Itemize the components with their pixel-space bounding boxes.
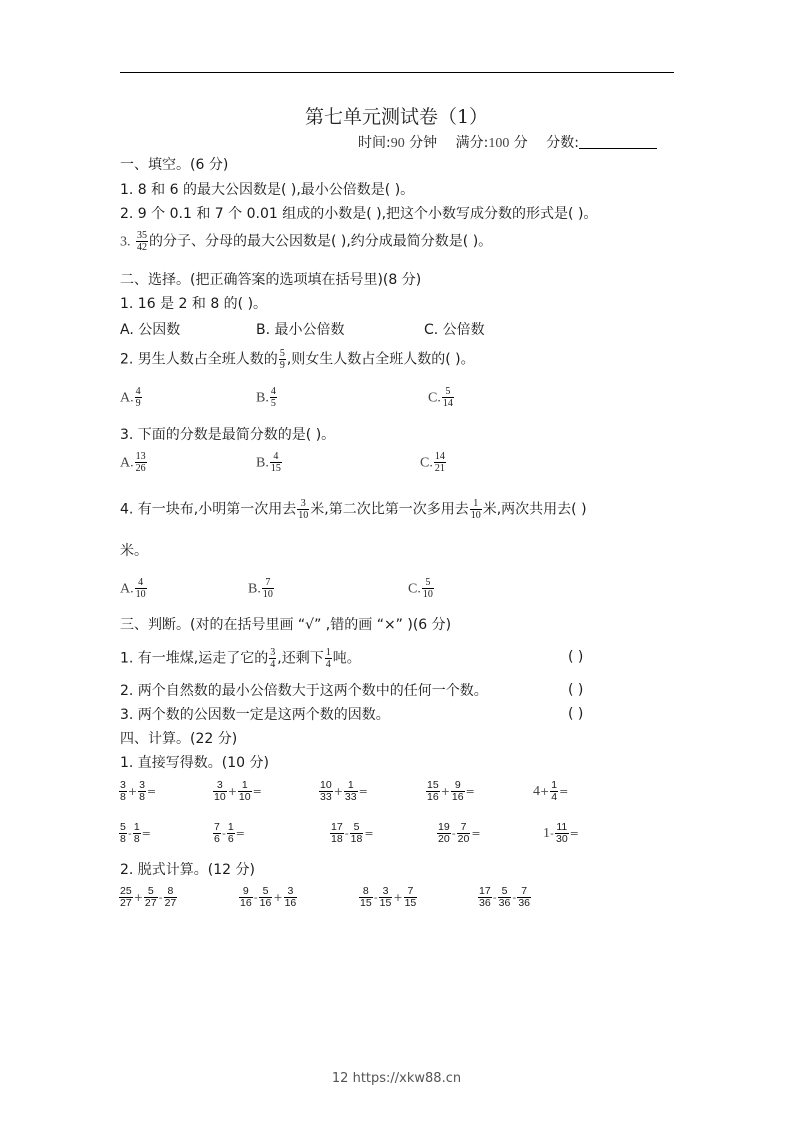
- time-value: 90: [390, 136, 405, 151]
- choice-q1-option-b[interactable]: B. 最小公倍数: [256, 322, 345, 338]
- judge-q1-answer[interactable]: ( ): [568, 649, 584, 665]
- score-blank[interactable]: [579, 134, 657, 149]
- direct-calc-item: $\frac{19}{20}$ - $\frac{7}{20}$ =: [438, 821, 481, 845]
- stepwise-calc-item: $\frac{25}{27}$ + $\frac{5}{27}$ - $\frac{8}{27}$: [120, 885, 177, 909]
- choice-q3-option-c[interactable]: C. $\frac{14}{21}$: [420, 451, 445, 474]
- fill-q1: 1. 8 和 6 的最大公因数是( ),最小公倍数是( )。: [120, 182, 415, 198]
- direct-calc-item: $\frac{10}{33}$ + $\frac{1}{33}$ =: [320, 779, 368, 803]
- choice-q4: 4. 有一块布,小明第一次用去 $\frac{3}{10}$ 米,第二次比第一次多用去 $\frac{1}{10}$ 米,两次共用去( ): [120, 498, 587, 521]
- exam-meta: [358, 132, 657, 152]
- choice-q1-option-a[interactable]: A. 公因数: [120, 322, 181, 338]
- direct-calc-item: 1 - $\frac{11}{30}$ =: [543, 821, 579, 845]
- full-unit: 分: [513, 135, 528, 151]
- direct-calc-item: $\frac{7}{6}$ - $\frac{1}{6}$ =: [214, 821, 245, 845]
- direct-calc-item: 4 + $\frac{1}{4}$ =: [533, 779, 569, 803]
- question-text: 的分子、分母的最大公因数是( ),约分成最简分数是( )。: [148, 233, 493, 250]
- judge-q3-answer[interactable]: ( ): [568, 706, 584, 722]
- time-label: 时间:: [358, 135, 391, 151]
- fill-q2: 2. 9 个 0.1 和 7 个 0.01 组成的小数是( ),把这个小数写成分数的形式是( )。: [120, 206, 598, 222]
- choice-q2-option-c[interactable]: C. $\frac{5}{14}$: [428, 386, 453, 409]
- judge-q1: 1. 有一堆煤,运走了它的 $\frac{3}{4}$ ,还剩下 $\frac{1}{4}$ 吨。: [120, 647, 361, 670]
- direct-calc-item: $\frac{17}{18}$ - $\frac{5}{18}$ =: [331, 821, 374, 845]
- time-unit: 分钟: [409, 135, 438, 151]
- fraction: $\frac{35}{42}$: [136, 230, 147, 253]
- stepwise-calc-item: $\frac{9}{16}$ - $\frac{5}{16}$ + $\frac{3}{16}$: [240, 885, 297, 909]
- direct-calc-item: $\frac{15}{16}$ + $\frac{9}{16}$ =: [427, 779, 475, 803]
- header-rule: [120, 72, 674, 73]
- choice-q3-option-a[interactable]: A. $\frac{13}{26}$: [120, 451, 146, 474]
- choice-q3-option-b[interactable]: B. $\frac{4}{15}$: [256, 451, 281, 474]
- choice-q2-option-b[interactable]: B. $\frac{4}{5}$: [256, 386, 276, 409]
- stepwise-calc-item: $\frac{17}{36}$ - $\frac{5}{36}$ - $\frac{7}{36}$: [479, 885, 531, 909]
- choice-q1-option-c[interactable]: C. 公倍数: [424, 322, 485, 338]
- fraction: $\frac{3}{10}$: [298, 498, 309, 521]
- choice-q2: 2. 男生人数占全班人数的 $\frac{5}{9}$ ,则女生人数占全班人数的( )。: [120, 348, 475, 371]
- choice-q2-option-a[interactable]: A. $\frac{4}{9}$: [120, 386, 141, 409]
- full-value: 100: [488, 136, 510, 151]
- q-number: 3.: [120, 234, 131, 250]
- choice-q4-option-a[interactable]: A. $\frac{4}{10}$: [120, 577, 146, 600]
- page-footer: 12 https://xkw88.cn: [331, 1071, 462, 1086]
- section3-heading: 三、判断。(对的在括号里画 “√” ,错的画 “×” )(6 分): [120, 617, 452, 633]
- choice-q1: 1. 16 是 2 和 8 的( )。: [120, 296, 268, 312]
- judge-q3: 3. 两个数的公因数一定是这两个数的因数。: [120, 707, 390, 723]
- choice-q4-continued: 米。: [120, 543, 148, 559]
- stepwise-calc-heading: 2. 脱式计算。(12 分): [120, 862, 255, 878]
- judge-q2-answer[interactable]: ( ): [568, 682, 584, 698]
- page-title: 第七单元测试卷（1）: [304, 106, 489, 128]
- full-label: 满分:: [455, 135, 489, 151]
- choice-q3: 3. 下面的分数是最简分数的是( )。: [120, 427, 336, 443]
- fraction: $\frac{1}{4}$: [325, 647, 331, 670]
- direct-calc-item: $\frac{5}{8}$ - $\frac{1}{8}$ =: [120, 821, 151, 845]
- stepwise-calc-item: $\frac{8}{15}$ - $\frac{3}{15}$ + $\frac{7}{15}$: [360, 885, 417, 909]
- fill-q3: [120, 230, 492, 253]
- direct-calc-item: $\frac{3}{8}$ + $\frac{3}{8}$ =: [120, 779, 157, 803]
- choice-q4-option-c[interactable]: C. $\frac{5}{10}$: [408, 577, 433, 600]
- judge-q2: 2. 两个自然数的最小公倍数大于这两个数中的任何一个数。: [120, 683, 488, 699]
- direct-calc-item: $\frac{3}{10}$ + $\frac{1}{10}$ =: [214, 779, 262, 803]
- fraction: $\frac{3}{4}$: [270, 647, 276, 670]
- score-label: 分数:: [546, 135, 579, 151]
- section2-heading: 二、选择。(把正确答案的选项填在括号里)(8 分): [120, 272, 422, 288]
- section4-heading: 四、计算。(22 分): [120, 731, 238, 747]
- choice-q4-option-b[interactable]: B. $\frac{7}{10}$: [248, 577, 273, 600]
- fraction: $\frac{5}{9}$: [279, 348, 285, 371]
- fraction: $\frac{1}{10}$: [470, 498, 481, 521]
- direct-calc-heading: 1. 直接写得数。(10 分): [120, 755, 269, 771]
- section1-heading: 一、填空。(6 分): [120, 157, 229, 173]
